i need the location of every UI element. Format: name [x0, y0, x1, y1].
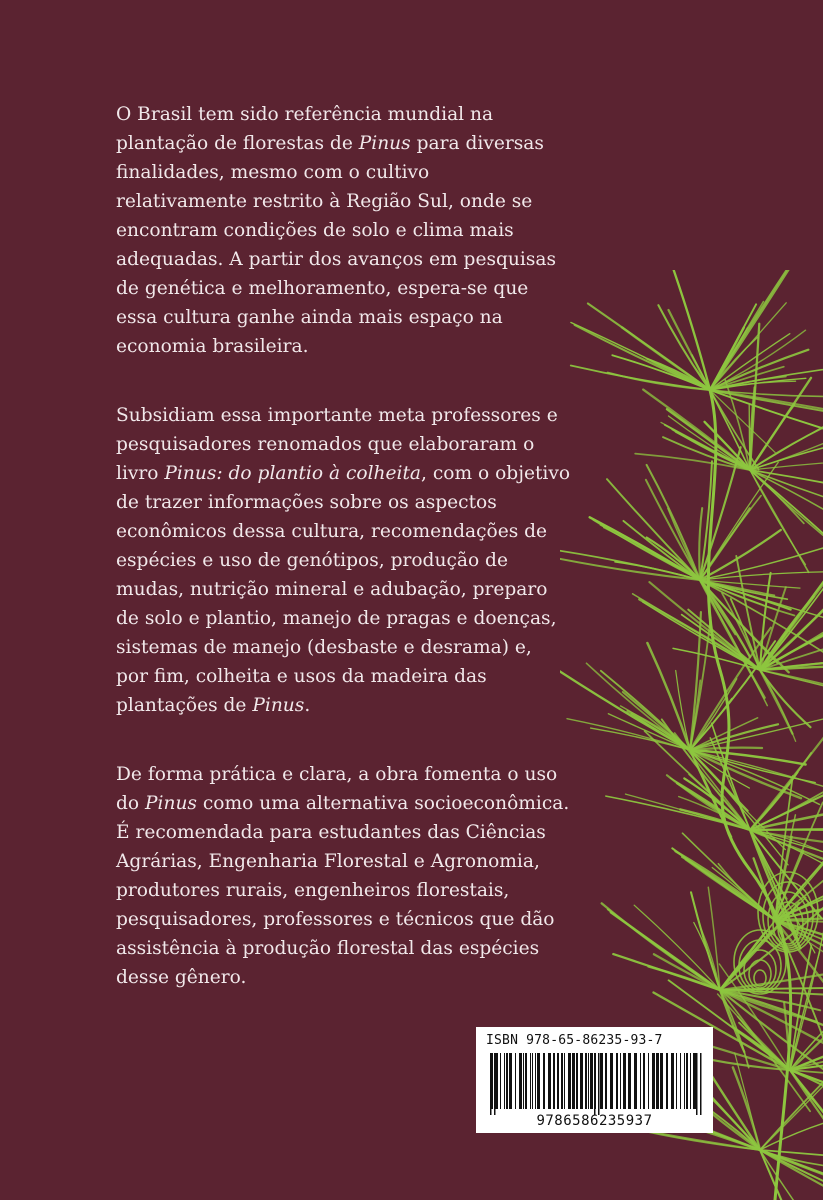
text-segment: , com o objetivo: [421, 463, 571, 484]
text-segment: mudas, nutrição mineral e adubação, preparo: [116, 579, 548, 600]
text-segment: do: [116, 793, 146, 814]
text-segment: adequadas. A partir dos avanços em pesquisas: [116, 249, 556, 270]
text-segment: O Brasil tem sido referência mundial na: [116, 104, 494, 125]
text-segment: desse gênero.: [116, 967, 247, 988]
text-segment: De forma prática e clara, a obra fomenta o uso: [116, 764, 558, 785]
text-segment: para diversas: [410, 133, 544, 154]
text-segment: produtores rurais, engenheiros florestais,: [116, 880, 510, 901]
barcode-icon: [488, 1053, 702, 1115]
text-segment: sistemas de manejo (desbaste e desrama) e,: [116, 637, 532, 658]
italic-text: Pinus: [358, 133, 411, 154]
text-segment: É recomendada para estudantes das Ciências: [116, 822, 546, 843]
text-segment: econômicos dessa cultura, recomendações de: [116, 521, 548, 542]
text-segment: assistência à produção florestal das espécies: [116, 938, 540, 959]
text-segment: de trazer informações sobre os aspectos: [116, 492, 497, 513]
text-line: [116, 129, 716, 158]
text-segment: pesquisadores renomados que elaboraram o: [116, 434, 535, 455]
text-segment: finalidades, mesmo com o cultivo: [116, 162, 430, 183]
isbn-label: ISBN 978-65-86235-93-7: [486, 1033, 663, 1048]
text-segment: encontram condições de solo e clima mais: [116, 220, 514, 241]
text-segment: relativamente restrito à Região Sul, onde se: [116, 191, 533, 212]
italic-text: Pinus: [252, 695, 305, 716]
barcode-digits: 9786586235937: [536, 1113, 653, 1129]
text-segment: de solo e plantio, manejo de pragas e doenças,: [116, 608, 557, 629]
italic-text: Pinus: [145, 793, 197, 814]
text-segment: Agrárias, Engenharia Florestal e Agronomia,: [116, 851, 540, 872]
text-line: [116, 158, 716, 187]
text-segment: como uma alternativa socioeconômica.: [196, 793, 570, 814]
text-segment: espécies e uso de genótipos, produção de: [116, 550, 508, 571]
italic-text: Pinus: do plantio à colheita: [164, 463, 422, 484]
text-line: [116, 216, 716, 245]
text-segment: de genética e melhoramento, espera-se que: [116, 278, 529, 299]
text-segment: livro: [116, 463, 165, 484]
text-segment: essa cultura ganhe ainda mais espaço na: [116, 307, 503, 328]
text-line: [116, 100, 716, 129]
text-line: [116, 187, 716, 216]
text-segment: pesquisadores, professores e técnicos que dão: [116, 909, 555, 930]
isbn-barcode-box: [476, 1027, 713, 1133]
text-segment: plantação de florestas de: [116, 133, 359, 154]
text-segment: por fim, colheita e usos da madeira das: [116, 666, 487, 687]
text-segment: plantações de: [116, 695, 253, 716]
text-segment: .: [304, 695, 311, 716]
text-segment: Subsidiam essa importante meta professores e: [116, 405, 558, 426]
text-segment: economia brasileira.: [116, 336, 309, 357]
